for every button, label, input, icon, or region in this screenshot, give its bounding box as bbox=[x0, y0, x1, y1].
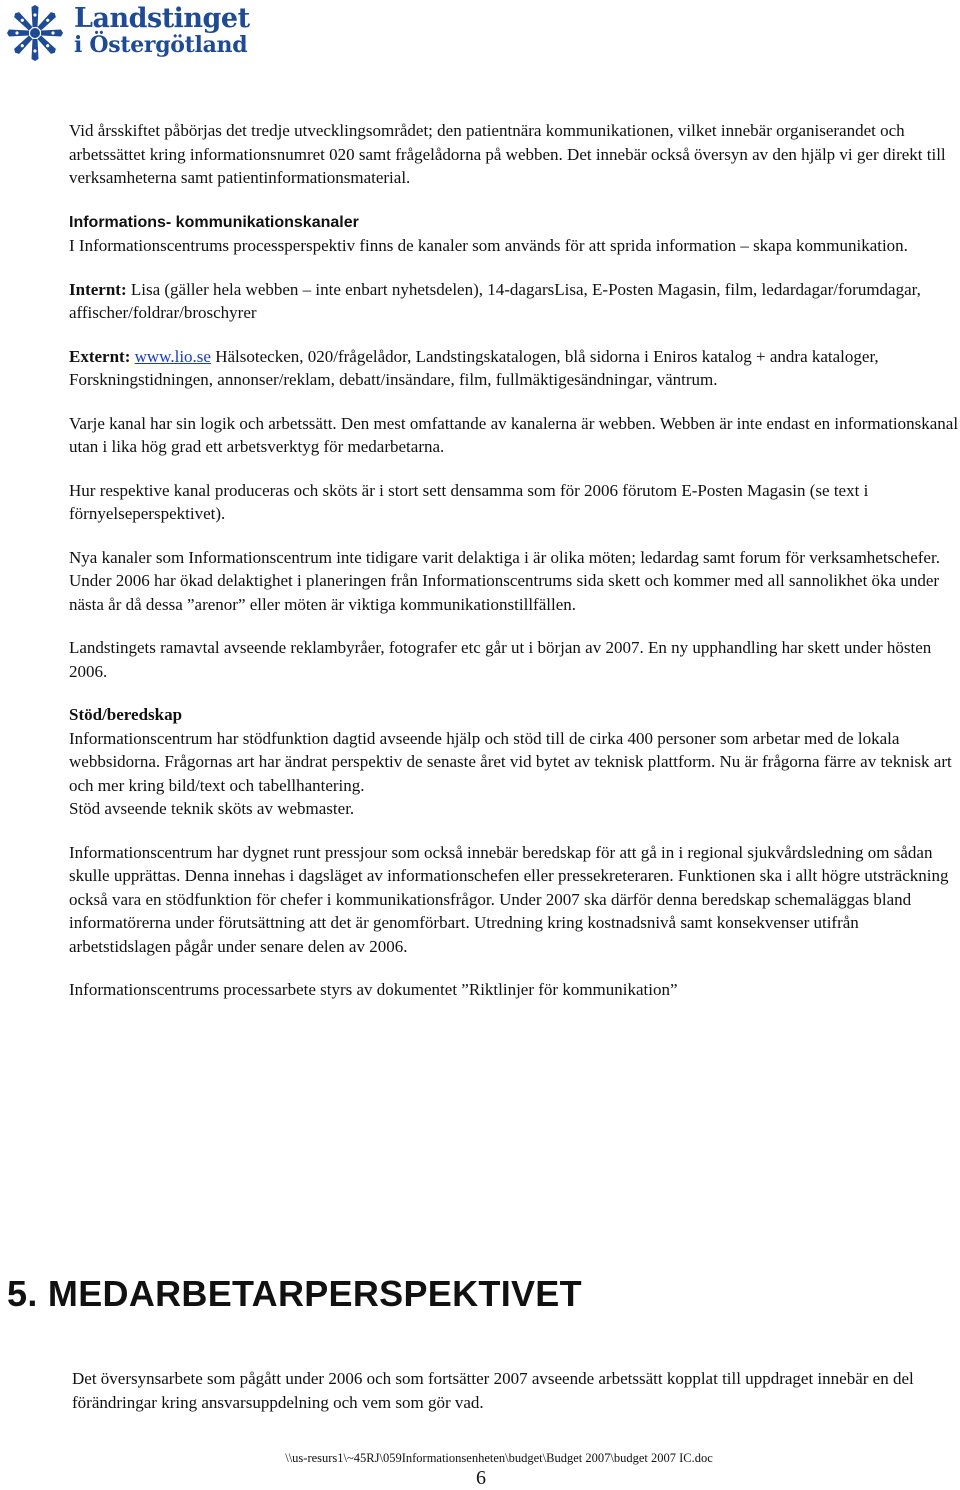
internal-label: Internt: bbox=[69, 279, 127, 299]
page-number: 6 bbox=[476, 1467, 486, 1489]
press-paragraph: Informationscentrum har dygnet runt pressjour som också innebär beredskap för att gå in i regional sjukvårdsledning om sådan skulle upprättas. Denna innehas i dagsläget av informationschefen eller pressekreteraren. Funktionen ska i allt högre utsträckning också vara en stödfunktion för chefer i kommunikationsfrågor. Under 2007 ska därför denna beredskap schemaläggas bland informatörerna under förutsättning att det är genomförbart. Utredning kring kostnadsnivå samt konsekvenser utifrån arbetstidslagen pågår under senare delen av 2006. bbox=[69, 842, 949, 956]
lio-website-link[interactable]: www.lio.se bbox=[134, 346, 211, 366]
external-channels bbox=[69, 345, 959, 392]
support-section bbox=[69, 703, 959, 821]
logic-paragraph: Varje kanal har sin logik och arbetssätt. Den mest omfattande av kanalerna är webben. Webben är inte endast en informationskanal utan i lika hög grad ett arbetsverktyg för medarbetarna. bbox=[69, 413, 959, 456]
section-title: 5. MEDARBETARPERSPEKTIVET bbox=[7, 1273, 582, 1314]
channels-text: I Informationscentrums processperspektiv finns de kanaler som används för att sprida information – skapa kommunikation. bbox=[69, 236, 908, 255]
document-body bbox=[69, 119, 959, 1022]
channels-heading: Informations- kommunikationskanaler bbox=[69, 213, 359, 231]
process-paragraph: Informationscentrums processarbete styrs av dokumentet ”Riktlinjer för kommunikation” bbox=[69, 980, 678, 999]
internal-text: Lisa (gäller hela webben – inte enbart nyhetsdelen), 14-dagarsLisa, E-Posten Magasin, film, ledardagar/forumdagar, affischer/foldrar/broschyrer bbox=[69, 279, 921, 322]
production-paragraph: Hur respektive kanal produceras och sköts är i stort sett densamma som för 2006 förutom E-Posten Magasin (se text i förnyelseperspektivet). bbox=[69, 480, 869, 523]
channels-section bbox=[69, 210, 959, 258]
footer-file-path: \\us-resurs1\~45RJ\059Informationsenheten\budget\Budget 2007\budget 2007 IC.doc bbox=[285, 1451, 713, 1465]
logo-subtitle: i Östergötland bbox=[74, 32, 248, 58]
intro-paragraph: Vid årsskiftet påbörjas det tredje utvecklingsområdet; den patientnära kommunikationen, vilket innebär organiserandet och arbetssättet kring informationsnumret 020 samt frågelådorna på webben. Det innebär också översyn av den hjälp vi ger direkt till verksamheterna samt patientinformationsmaterial. bbox=[69, 121, 946, 187]
new-channels-paragraph: Nya kanaler som Informationscentrum inte tidigare varit delaktiga i är olika möten; ledardag samt forum för verksamhetschefer. Under 2006 har ökad delaktighet i planeringen från Informationscentrums sida skett och kommer med all sannolikhet öka under nästa år då dessa ”arenor” eller möten är viktiga kommunikationstillfällen. bbox=[69, 547, 940, 614]
support-text: Informationscentrum har stödfunktion dagtid avseende hjälp och stöd till de cirka 400 personer som arbetar med de lokala webbsidorna. Frågornas art har ändrat perspektiv de senaste året vid bytet av teknisk plattform. Nu är frågorna färre av teknisk art och mer kring bild/text och tabellhantering. bbox=[69, 728, 952, 795]
external-text: Hälsotecken, 020/frågelådor, Landstingskatalogen, blå sidorna i Eniros katalog + andra kataloger, Forskningstidningen, annonser/reklam, debatt/insändare, film, fullmäktigesändningar, väntrum. bbox=[69, 346, 879, 389]
support-text-webmaster: Stöd avseende teknik sköts av webmaster. bbox=[69, 799, 355, 818]
section-body: Det översynsarbete som pågått under 2006 och som fortsätter 2007 avseende arbetssätt kopplat till uppdraget innebär en del förändringar kring ansvarsuppdelning och vem som gör vad. bbox=[72, 1369, 914, 1412]
internal-channels bbox=[69, 278, 959, 325]
snowflake-star-icon bbox=[6, 4, 64, 62]
external-label: Externt: bbox=[69, 346, 131, 366]
support-heading: Stöd/beredskap bbox=[69, 705, 183, 724]
logo-title: Landstinget bbox=[74, 3, 250, 34]
agreement-paragraph: Landstingets ramavtal avseende reklambyråer, fotografer etc går ut i början av 2007. En ny upphandling har skett under hösten 2006. bbox=[69, 638, 932, 681]
